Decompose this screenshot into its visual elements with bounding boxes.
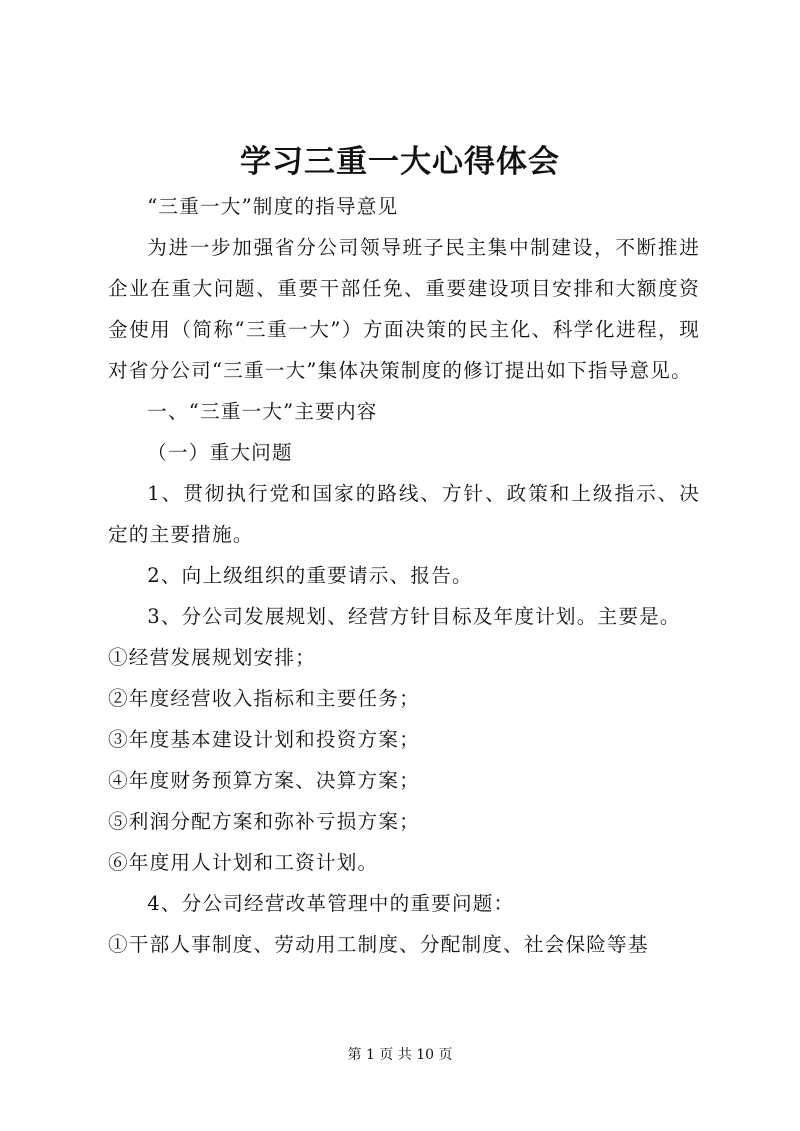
document-title: 学习三重一大心得体会	[240, 144, 560, 180]
sub-list-item: ④年度财务预算方案、决算方案；	[108, 769, 420, 792]
sub-list-item: ②年度经营收入指标和主要任务；	[108, 687, 420, 710]
sub-list-item: ③年度基本建设计划和投资方案；	[108, 728, 420, 751]
section-heading: 一、“三重一大”主要内容	[147, 400, 378, 423]
page-footer: 第 1 页 共 10 页	[347, 1047, 453, 1063]
list-item: 2、向上级组织的重要请示、报告。	[147, 564, 473, 587]
document-body	[108, 186, 700, 965]
sub-list-item: ⑤利润分配方案和弥补亏损方案；	[108, 810, 420, 833]
list-item: 3、分公司发展规划、经营方针目标及年度计划。主要是。	[147, 605, 681, 628]
sub-list-item: ①干部人事制度、劳动用工制度、分配制度、社会保险等基	[108, 933, 649, 956]
paragraph-subtitle: “三重一大”制度的指导意见	[147, 195, 399, 218]
subsection-heading: （一）重大问题	[147, 441, 293, 464]
list-item: 1、贯彻执行党和国家的路线、方针、政策和上级指示、决定的主要措施。	[108, 482, 700, 546]
paragraph-intro: 为进一步加强省分公司领导班子民主集中制建设，不断推进企业在重大问题、重要干部任免、重要建设项目安排和大额度资金使用（简称“三重一大”）方面决策的民主化、科学化进程，现对省分公司“三重一大”集体决策制度的修订提出如下指导意见。	[108, 236, 700, 382]
sub-list-item: ①经营发展规划安排；	[108, 646, 316, 669]
sub-list-item: ⑥年度用人计划和工资计划。	[108, 851, 379, 874]
list-item: 4、分公司经营改革管理中的重要问题：	[147, 892, 515, 915]
